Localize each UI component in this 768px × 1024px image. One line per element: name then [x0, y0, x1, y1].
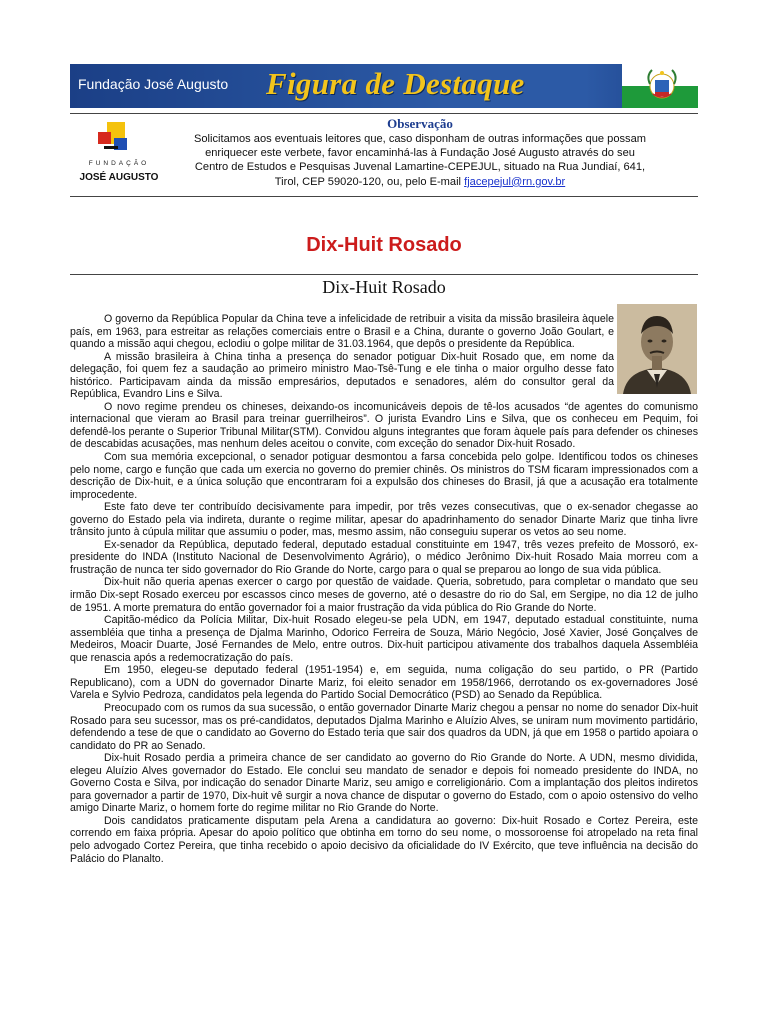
logo-square-black: [104, 146, 118, 149]
portrait-spacer: [614, 299, 698, 393]
email-link[interactable]: fjacepejul@rn.gov.br: [464, 175, 566, 188]
observacao-line: enriquecer este verbete, favor encaminhá-las à Fundação José Augusto através do seu: [205, 147, 635, 160]
logo-fundacao-text: FUNDAÇÃO: [88, 160, 150, 167]
fundacao-logo: [74, 120, 164, 188]
article-paragraph: Em 1950, elegeu-se deputado federal (1951-1954) e, em seguida, numa coligação do seu partido, o PR (Partido Republicano), com a UDN do governador Dinarte Mariz, foi eleito senador em 1958/1966, derrotando os ex-governadores José Varela e Sylvio Pedroza, candidatos pela legenda do Partido Social Democrático (PSD) ao Senado da República.: [70, 664, 698, 702]
observacao-line: Centro de Estudos e Pesquisas Juvenal Lamartine-CEPEJUL, situado na Rua Jundiaí, 641,: [194, 161, 646, 174]
title-gap: [70, 299, 698, 313]
page-title: Dix-Huit Rosado: [306, 234, 462, 256]
title-divider: [70, 274, 698, 275]
article-paragraph: Ex-senador da República, deputado federal, deputado estadual constituinte em 1947, três vezes prefeito de Mossoró, ex-presidente do INDA (Instituto Nacional de Desenvolvimento Agrário), o médico Jerônimo Dix-huit Rosado Maia morreu com a frustração de nunca ter sido governador do Rio Grande do Norte, cargo para o qual se preparou ao longo de sua vida pública.: [70, 538, 698, 576]
logo-square-red: [98, 132, 111, 144]
article-paragraph: O governo da República Popular da China teve a infelicidade de retribuir a visita da missão brasileira àquele país, em 1963, para estreitar as relações comerciais entre o Brasil e a China, durante o governo João Goulart, e quando a missão aqui chegou, eclodiu o golpe militar de 31.03.1964, que depôs o presidente da República.: [70, 313, 614, 351]
banner-title: Figura de Destaque: [266, 66, 525, 101]
banner-org-name: Fundação José Augusto: [78, 76, 229, 92]
article-paragraph: O novo regime prendeu os chineses, deixando-os incomunicáveis depois de tê-los acusados “de agentes do comunismo internacional que vieram ao Brasil para treinar guerrilheiros”. O jurista Evandro Lins e Silva, que os conheceu em Pequim, foi defendê-los perante o Superior Tribunal Militar(STM). Convidou alguns integrantes que foram àquele país para defender os chineses de descabidas acusações, mas nenhum deles aceitou o convite, com exceção do senador Dix-huit Rosado.: [70, 400, 698, 451]
article-paragraph: Este fato deve ter contribuído decisivamente para impedir, por três vezes consecutivas, que o ex-senador chegasse ao governo do Estado pela via indireta, durante o regime militar, apesar do apadrinhamento do senador Dinarte Mariz que tinha livre trânsito junto à cúpula militar que assumiu o poder, mas, mesmo assim, não conseguiu superar os vetos ao seu nome.: [70, 501, 698, 539]
article-paragraph: Capitão-médico da Polícia Militar, Dix-huit Rosado elegeu-se pela UDN, em 1947, deputado estadual constituinte, numa assembléia que tinha a presença de Djalma Marinho, Odorico Ferreira de Souza, Mário Negócio, José Xavier, José Gonçalves de Medeiros, Moacir Duarte, José Fernandes de Melo, entre outros. Dix-huit participou ativamente dos trabalhos daquela Assembléia que renascia após a redemocratização do país.: [70, 614, 698, 664]
observacao-text: [170, 132, 670, 189]
article-body: [70, 299, 698, 865]
observacao-title: Observação: [387, 116, 453, 131]
logo-jose-augusto-text: JOSÉ AUGUSTO: [79, 172, 159, 183]
header-banner: [70, 64, 698, 108]
article-paragraph: Preocupado com os rumos da sua sucessão, o então governador Dinarte Mariz chegou a pensar no nome do senador Dix-huit Rosado para seu sucessor, mas os pré-candidatos, deputados Djalma Marinho e Aluízio Alves, se uniram num movimento partidário, defendendo a tese de que o candidato ao Governo do Estado teria que sair dos quadros da UDN, já que em 1958 o partido apoiara o candidato do PR ao Senado.: [70, 701, 698, 752]
top-divider: [70, 113, 698, 114]
article-paragraph: A missão brasileira à China tinha a presença do senador potiguar Dix-huit Rosado que, em nome da delegação, foi quem fez a saudação ao primeiro ministro Mao-Tsê-Tung e ele tinha o maior orgulho desse fato histórico. Participavam ainda da missão empresários, deputados e senadores, além do consultor geral da República, Evandro Lins e Silva.: [70, 350, 614, 401]
rn-flag-icon: [622, 64, 698, 108]
article-paragraph: Dix-huit não queria apenas exercer o cargo por questão de vaidade. Queria, sobretudo, para completar o mandato que seu irmão Dix-sept Rosado exerceu por escassos cinco meses de governo, até o desastre do rio do Sal, em Sergipe, no dia 12 de julho de 1951. A morte prematura do então governador foi a maior frustração da vida pública do Rio Grande do Norte.: [70, 576, 698, 614]
article-title: Dix-Huit Rosado: [322, 277, 446, 297]
article-paragraph: Com sua memória excepcional, o senador potiguar desmontou a farsa concebida pelo golpe. Identificou todos os chineses pelo nome, cargo e função que cada um exercia no governo do premier chinês. Os ministros do TSM ficaram impressionados com a descrição de Dix-huit, e a única solução que encontraram foi a expulsão dos chineses do Brasil, já que a acusação era totalmente improcedente.: [70, 451, 698, 501]
article-paragraph: Dois candidatos praticamente disputam pela Arena a candidatura ao governo: Dix-huit Rosado e Cortez Pereira, este correndo em faixa própria. Apesar do apoio político que obtinha em torno do seu nome, o mossoroense foi atropelado na reta final pelo advogado Cortez Pereira, que tinha recebido o apoio decisivo da oficialidade do IV Exército, que teve influência na decisão do Palácio do Planalto.: [70, 814, 698, 865]
observacao-line-email: [170, 175, 670, 189]
observacao-email-prefix: Tirol, CEP 59020-120, ou, pelo E-mail: [274, 175, 465, 188]
observacao-divider: [70, 196, 698, 197]
article-paragraph: Dix-huit Rosado perdia a primeira chance de ser candidato ao governo do Rio Grande do Norte. A UDN, mesmo dividida, elegeu Aluízio Alves governador do Estado. Ele conclui seu mandato de senador e depois foi nomeado presidente do INDA, no Governo Costa e Silva, por indicação do senador Dinarte Mariz, seu amigo e correligionário. Com a implantação dos pleitos indiretos para governador a partir de 1970, Dix-huit vê surgir a nova chance de disputar o governo do Estado, com o apoio ostensivo do velho amigo Dinarte Mariz, o homem forte do regime militar no Rio Grande do Norte.: [70, 752, 698, 815]
observacao-line: Solicitamos aos eventuais leitores que, caso disponham de outras informações que possam: [193, 133, 646, 145]
